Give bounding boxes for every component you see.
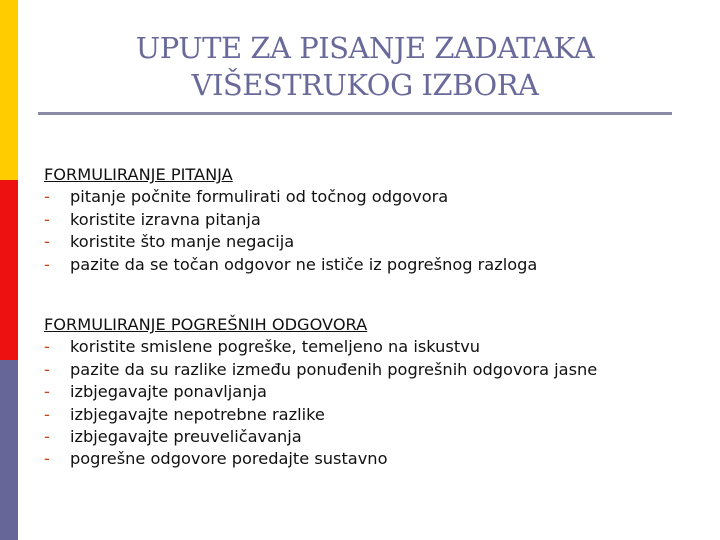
list-item: [44, 186, 537, 208]
list-item-text: pazite da su razlike između ponuđenih pogrešnih odgovora jasne: [70, 359, 598, 379]
list-item-text: izbjegavajte ponavljanja: [70, 382, 267, 402]
list-item: [44, 336, 597, 358]
side-bar-yellow: [0, 0, 18, 180]
list-item-text: pitanje počnite formulirati od točnog odgovora: [70, 187, 449, 207]
list-item: [44, 254, 537, 276]
side-bar-red: [0, 180, 18, 360]
section-distractor-formulation: [44, 314, 597, 471]
list-item: [44, 231, 537, 253]
bullet-dash: -: [44, 254, 50, 274]
section-heading: FORMULIRANJE PITANJA: [44, 165, 233, 184]
title-underline-rule: [38, 112, 672, 115]
slide-title: [20, 30, 710, 104]
list-item: [44, 404, 597, 426]
list-item: [44, 381, 597, 403]
list-item: [44, 448, 597, 470]
list-item-text: koristite što manje negacija: [70, 232, 295, 252]
bullet-dash: -: [44, 382, 50, 402]
list-item-text: koristite smislene pogreške, temeljeno na iskustvu: [70, 337, 481, 357]
slide-title-line-1: UPUTE ZA PISANJE ZADATAKA: [135, 31, 595, 65]
bullet-dash: -: [44, 209, 50, 229]
list-item: [44, 359, 597, 381]
list-item-text: koristite izravna pitanja: [70, 209, 261, 229]
list-item-text: pazite da se točan odgovor ne ističe iz pogrešnog razloga: [70, 254, 538, 274]
list-item-text: izbjegavajte preuveličavanja: [70, 427, 302, 447]
list-item: [44, 426, 597, 448]
list-item-text: izbjegavajte nepotrebne razlike: [70, 404, 325, 424]
slide-title-line-2: VIŠESTRUKOG IZBORA: [191, 68, 539, 102]
bullet-dash: -: [44, 187, 50, 207]
bullet-dash: -: [44, 337, 50, 357]
side-bar-purple: [0, 360, 18, 540]
bullet-dash: -: [44, 404, 50, 424]
list-item: [44, 209, 537, 231]
bullet-dash: -: [44, 427, 50, 447]
section-question-formulation: [44, 164, 537, 276]
bullet-dash: -: [44, 449, 50, 469]
bullet-dash: -: [44, 232, 50, 252]
section-heading: FORMULIRANJE POGREŠNIH ODGOVORA: [44, 315, 368, 334]
list-item-text: pogrešne odgovore poredajte sustavno: [70, 449, 388, 469]
bullet-dash: -: [44, 359, 50, 379]
